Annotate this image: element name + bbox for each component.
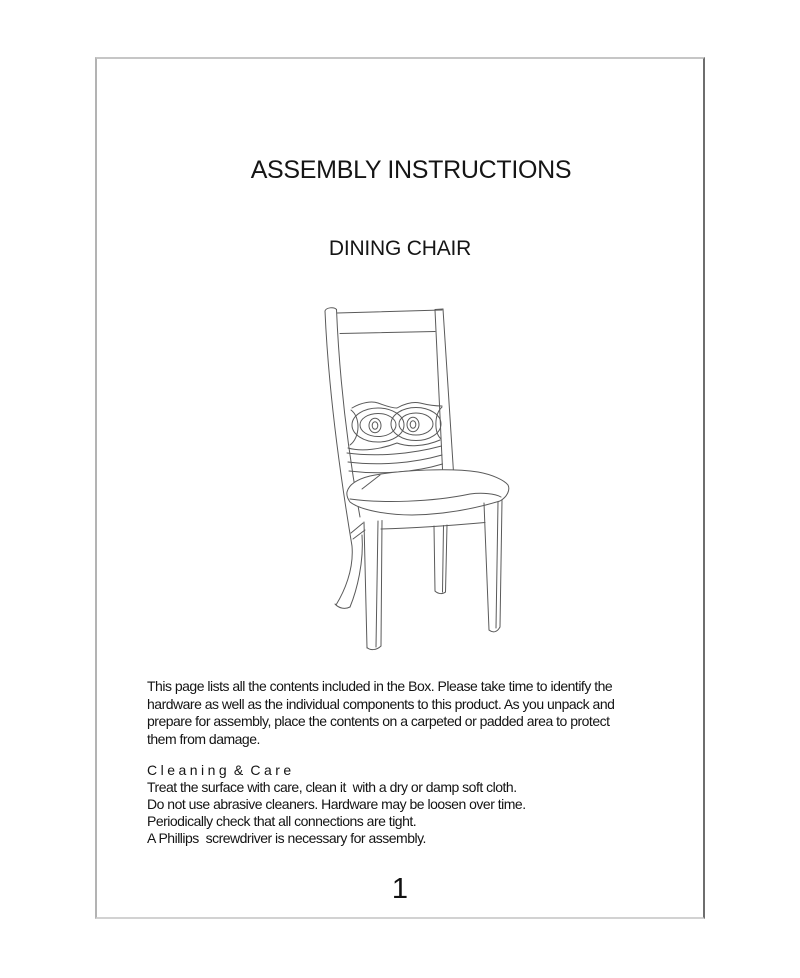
care-line: Treat the surface with care, clean it with a dry or damp soft cloth. [147, 778, 517, 795]
care-section [147, 762, 526, 847]
intro-line: them from damage. [147, 730, 260, 747]
care-line: Do not use abrasive cleaners. Hardware may be loosen over time. [147, 795, 526, 812]
chair-back-right-leg [434, 525, 447, 594]
chair-decorative-rail [348, 402, 442, 450]
intro-paragraph [147, 678, 614, 748]
care-line: A Phillips screwdriver is necessary for assembly. [147, 829, 426, 846]
chair-front-left-leg [364, 521, 382, 650]
chair-right-stile [443, 309, 454, 472]
chair-left-stile [325, 311, 352, 605]
page-number: 1 [391, 873, 409, 905]
chair-top-rail [325, 308, 337, 311]
dining-chair-illustration [312, 296, 522, 664]
product-name: DINING CHAIR [328, 237, 472, 260]
document-page [95, 57, 705, 919]
intro-line: hardware as well as the individual components to this product. As you unpack and [147, 695, 615, 712]
chair-front-right-leg [484, 501, 502, 632]
intro-line: This page lists all the contents included in the Box. Please take time to identify the [147, 678, 613, 694]
care-heading: C l e a n i n g & C a r e [147, 762, 291, 778]
care-line: Periodically check that all connections are tight. [147, 812, 417, 829]
document-title: ASSEMBLY INSTRUCTIONS [250, 156, 572, 184]
intro-line: prepare for assembly, place the contents on a carpeted or padded area to protect [147, 713, 610, 729]
chair-apron [351, 523, 485, 540]
